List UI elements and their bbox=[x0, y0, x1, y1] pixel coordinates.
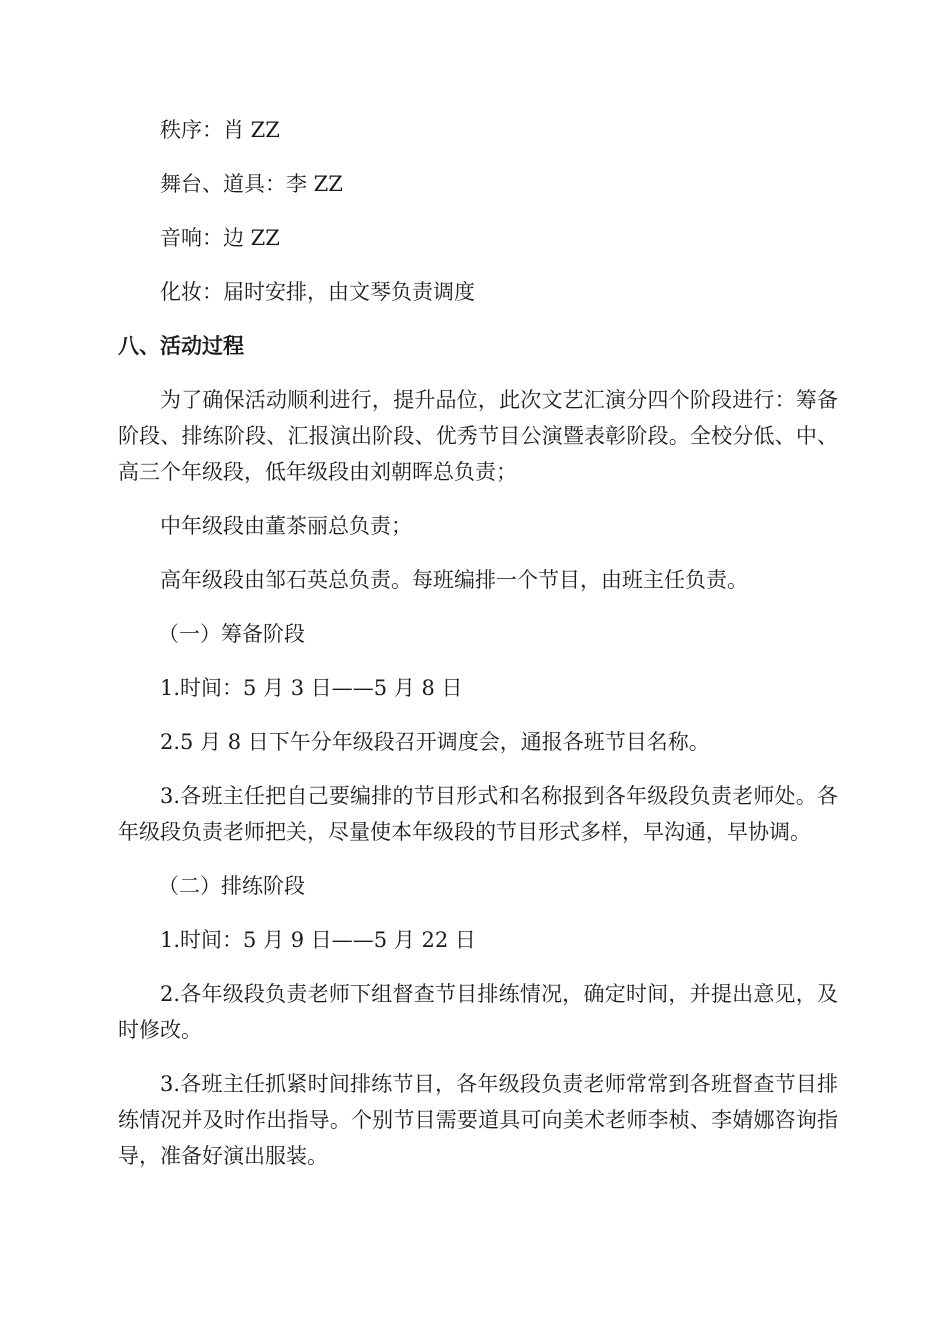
preparation-time-item: 1.时间：5 月 3 日——5 月 8 日 bbox=[160, 676, 463, 700]
process-intro-paragraph: 为了确保活动顺利进行，提升品位，此次文艺汇演分四个阶段进行：筹备阶段、排练阶段、汇报演出阶段、优秀节目公演暨表彰阶段。全校分低、中、高三个年级段，低年级段由刘朝晖总负责； bbox=[118, 388, 838, 484]
subsection-heading-preparation: （一）筹备阶段 bbox=[158, 622, 305, 646]
subsection-heading-rehearsal: （二）排练阶段 bbox=[158, 874, 305, 898]
rehearsal-inspection-item: 2.各年级段负责老师下组督查节目排练情况，确定时间，并提出意见，及时修改。 bbox=[118, 982, 838, 1042]
makeup-staff-line: 化妆：届时安排，由文琴负责调度 bbox=[160, 280, 475, 304]
preparation-report-item: 3.各班主任把自己要编排的节目形式和名称报到各年级段负责老师处。各年级段负责老师把关，尽量使本年级段的节目形式多样，早沟通，早协调。 bbox=[118, 784, 838, 844]
middle-grade-paragraph: 中年级段由董茶丽总负责； bbox=[160, 514, 412, 538]
preparation-meeting-item: 2.5 月 8 日下午分年级段召开调度会，通报各班节目名称。 bbox=[160, 730, 710, 754]
rehearsal-time-item: 1.时间：5 月 9 日——5 月 22 日 bbox=[160, 928, 476, 952]
document-page bbox=[118, 112, 838, 1192]
order-staff-line: 秩序：肖 ZZ bbox=[160, 118, 280, 142]
rehearsal-guidance-item: 3.各班主任抓紧时间排练节目，各年级段负责老师常常到各班督查节目排练情况并及时作出指导。个别节目需要道具可向美术老师李桢、李婧娜咨询指导，准备好演出服装。 bbox=[118, 1072, 838, 1168]
sound-staff-line: 音响：边 ZZ bbox=[160, 226, 280, 250]
stage-props-staff-line: 舞台、道具：李 ZZ bbox=[160, 172, 343, 196]
high-grade-paragraph: 高年级段由邹石英总负责。每班编排一个节目，由班主任负责。 bbox=[160, 568, 748, 592]
section-heading-activity-process: 八、活动过程 bbox=[118, 334, 244, 358]
